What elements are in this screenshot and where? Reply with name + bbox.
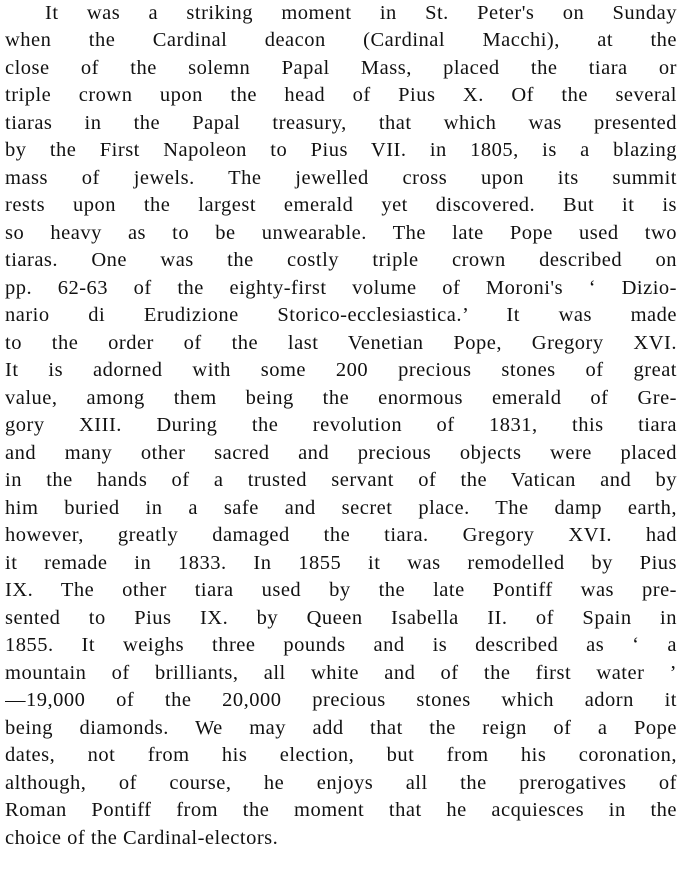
text-line: It is adorned with some 200 precious stones of great (5, 359, 677, 381)
text-line: and many other sacred and precious objects were placed (5, 442, 677, 464)
text-line: it remade in 1833. In 1855 it was remodelled by Pius (5, 552, 677, 574)
text-line: close of the solemn Papal Mass, placed the tiara or (5, 57, 677, 79)
text-line: when the Cardinal deacon (Cardinal Macchi), at the (5, 29, 677, 51)
text-line: tiaras in the Papal treasury, that which was presented (5, 112, 677, 134)
text-line: triple crown upon the head of Pius X. Of the several (5, 84, 677, 106)
text-line: dates, not from his election, but from his coronation, (5, 744, 677, 766)
text-line: value, among them being the enormous emerald of Gre- (5, 387, 677, 409)
article-text (5, 0, 677, 870)
text-line: mountain of brilliants, all white and of the first water ’ (5, 662, 677, 684)
text-line: sented to Pius IX. by Queen Isabella II. of Spain in (5, 607, 677, 629)
text-line: although, of course, he enjoys all the prerogatives of (5, 772, 677, 794)
text-line: mass of jewels. The jewelled cross upon its summit (5, 167, 677, 189)
text-line: however, greatly damaged the tiara. Gregory XVI. had (5, 524, 677, 546)
text-line: nario di Erudizione Storico-ecclesiastica.’ It was made (5, 304, 677, 326)
text-line: by the First Napoleon to Pius VII. in 1805, is a blazing (5, 139, 677, 161)
text-line: him buried in a safe and secret place. The damp earth, (5, 497, 677, 519)
text-line: —19,000 of the 20,000 precious stones which adorn it (5, 689, 677, 711)
text-line: tiaras. One was the costly triple crown described on (5, 249, 677, 271)
text-line: pp. 62-63 of the eighty-first volume of Moroni's ‘ Dizio- (5, 277, 677, 299)
text-line: in the hands of a trusted servant of the Vatican and by (5, 469, 677, 491)
text-line: to the order of the last Venetian Pope, Gregory XVI. (5, 332, 677, 354)
text-line: gory XIII. During the revolution of 1831, this tiara (5, 414, 677, 436)
text-line: being diamonds. We may add that the reign of a Pope (5, 717, 677, 739)
text-line: Roman Pontiff from the moment that he acquiesces in the (5, 799, 677, 821)
text-line: rests upon the largest emerald yet discovered. But it is (5, 194, 677, 216)
text-line: choice of the Cardinal-electors. (5, 827, 279, 849)
text-line: IX. The other tiara used by the late Pontiff was pre- (5, 579, 677, 601)
text-line: 1855. It weighs three pounds and is described as ‘ a (5, 634, 677, 656)
text-line: so heavy as to be unwearable. The late Pope used two (5, 222, 677, 244)
text-line: It was a striking moment in St. Peter's on Sunday (45, 2, 677, 24)
